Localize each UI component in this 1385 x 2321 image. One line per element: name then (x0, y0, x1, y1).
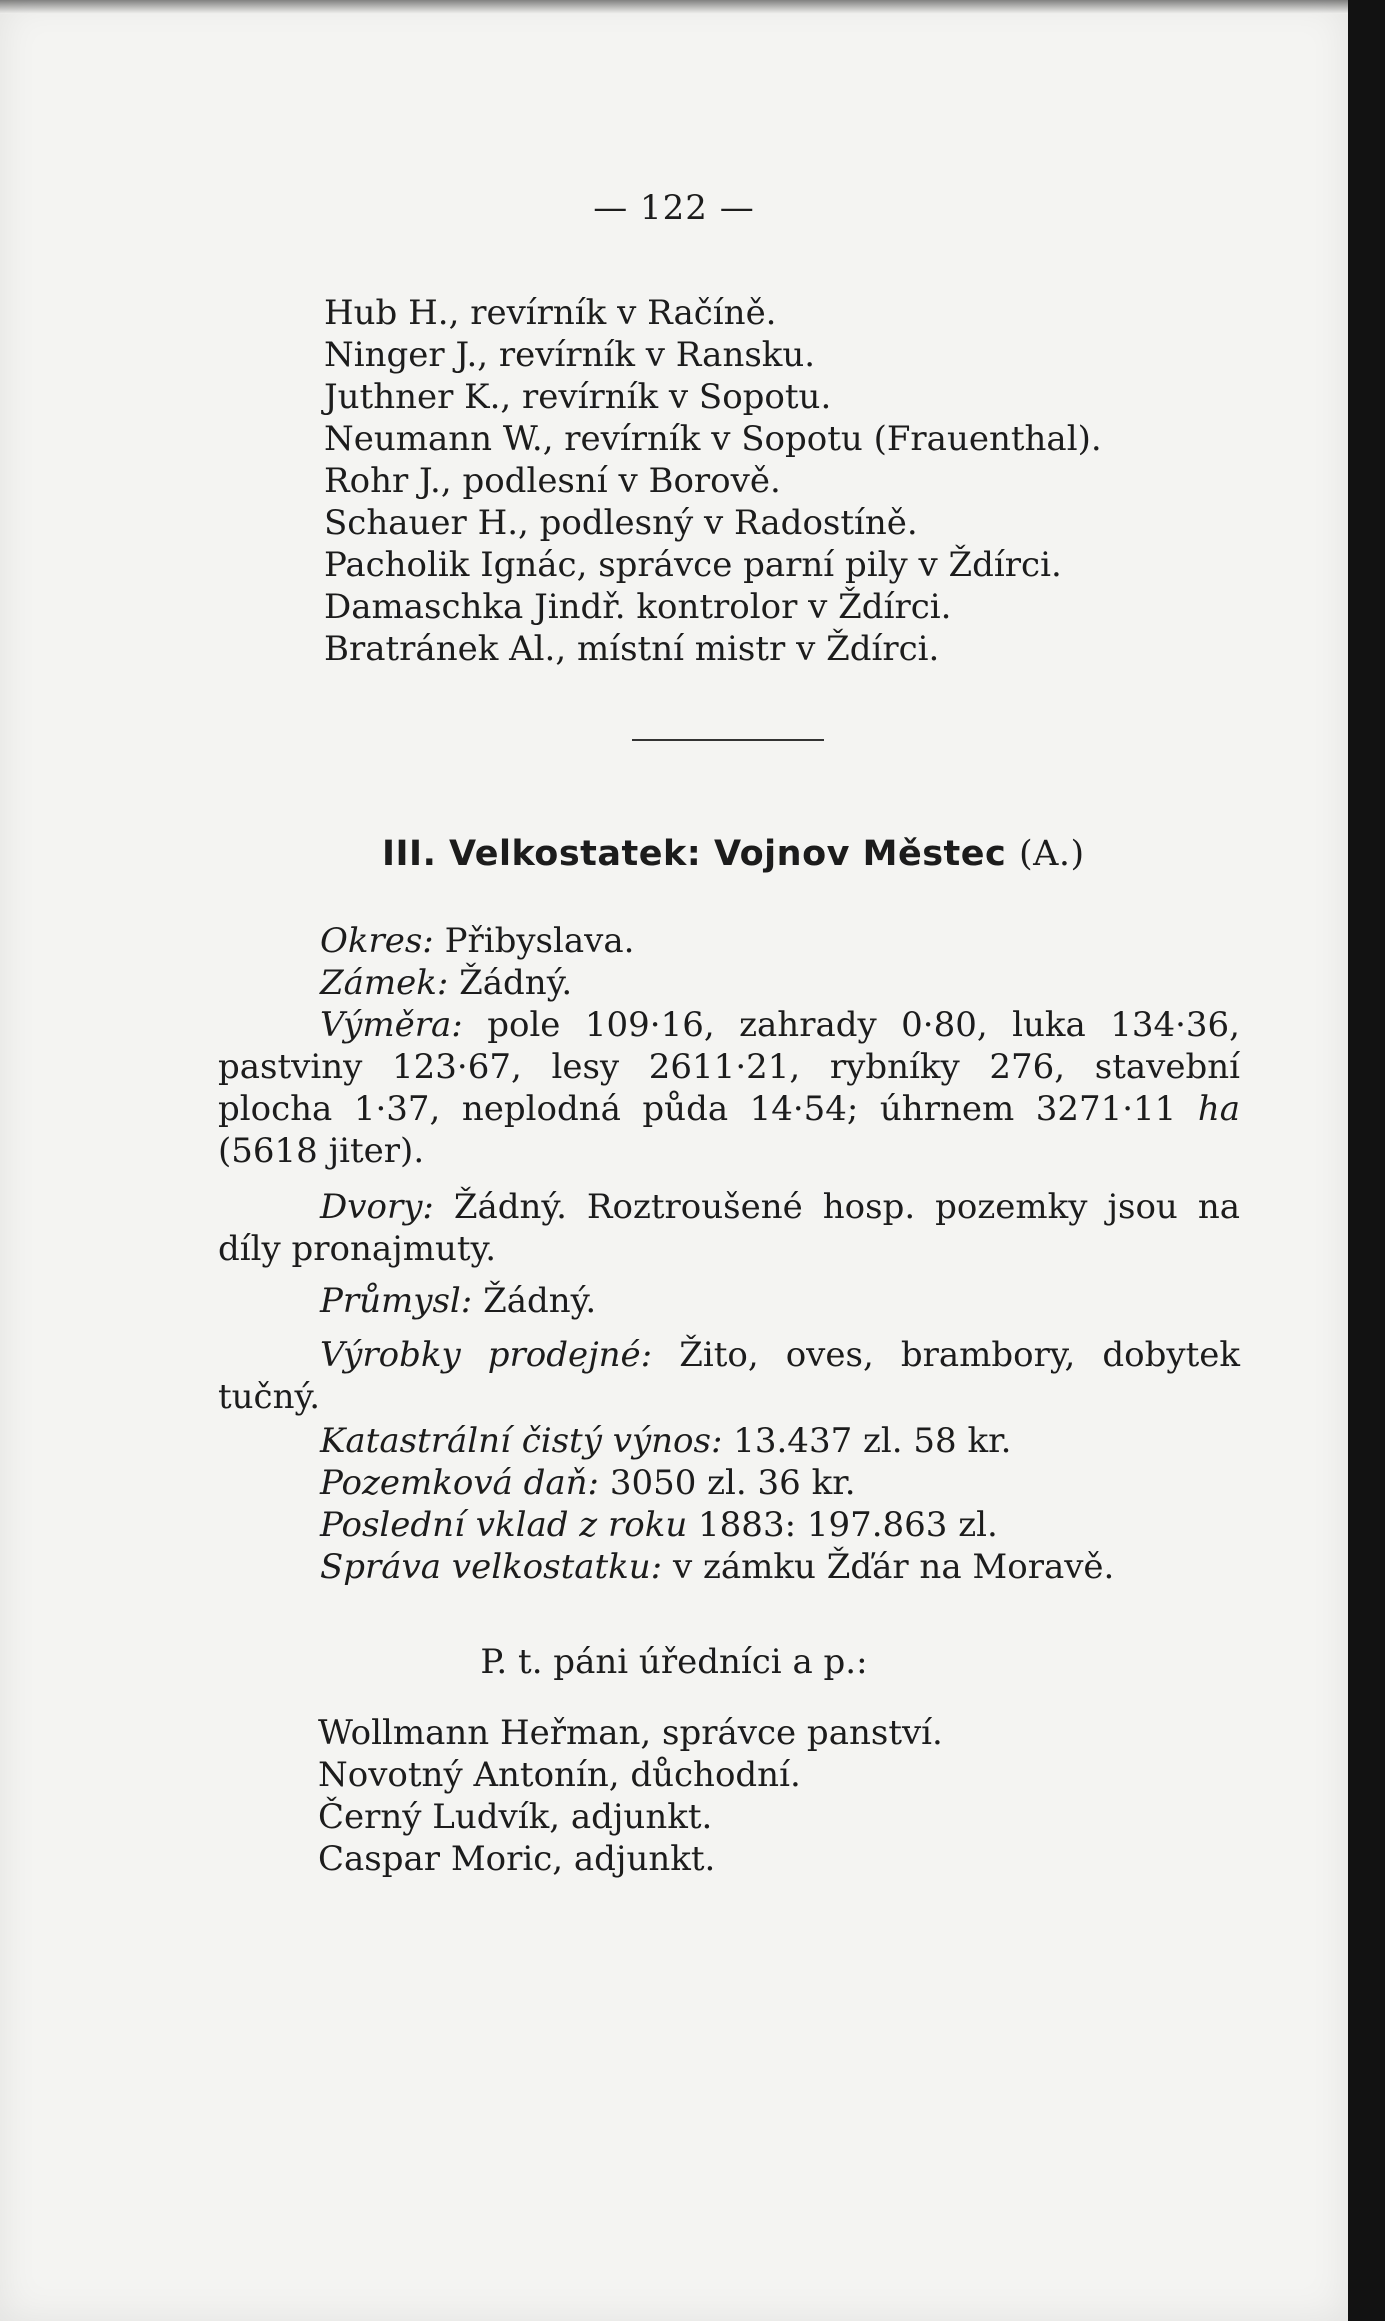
okres-entry (320, 920, 1342, 962)
vymera-unit: ha (1197, 1089, 1240, 1129)
staff-line: Ninger J., revírník v Ransku. (324, 335, 816, 375)
officials-list (318, 1713, 943, 1881)
official-line: Wollmann Heřman, správce panství. (318, 1713, 943, 1753)
official-line: Černý Ludvík, adjunkt. (318, 1797, 713, 1837)
staff-line: Damaschka Jindř. kontrolor v Ždírci. (324, 587, 952, 627)
katastr-label: Katastrální čistý výnos: (320, 1421, 723, 1461)
estate-heading-suffix: (A.) (1018, 834, 1085, 874)
katastr-value: 13.437 zl. 58 kr. (733, 1421, 1012, 1461)
staff-list (324, 293, 1102, 671)
vyrobky-entry (218, 1334, 1240, 1418)
official-line: Caspar Moric, adjunkt. (318, 1839, 716, 1879)
vklad-label: Poslední vklad z roku (320, 1505, 688, 1545)
vymera-tail: (5618 jiter). (218, 1131, 425, 1171)
dvory-value: Žádný. Roztroušené hosp. pozemky jsou na díly pronajmuty. (218, 1187, 1240, 1269)
vklad-entry (320, 1504, 1342, 1546)
staff-line: Pacholik Ignác, správce parní pily v Ždírci. (324, 545, 1062, 585)
section-divider (632, 739, 824, 741)
prumysl-entry (320, 1280, 1342, 1322)
estate-heading-title: III. Velkostatek: Vojnov Městec (382, 834, 1007, 874)
zamek-entry (320, 962, 1342, 1004)
sprava-label: Správa velkostatku: (320, 1547, 663, 1587)
staff-line: Bratránek Al., místní mistr v Ždírci. (324, 629, 940, 669)
vymera-entry (218, 1004, 1240, 1172)
prumysl-value: Žádný. (483, 1281, 597, 1321)
officials-heading: P. t. páni úředníci a p.: (480, 1642, 868, 1682)
estate-heading (382, 834, 1085, 874)
dan-entry (320, 1462, 1342, 1504)
dvory-label: Dvory: (320, 1187, 434, 1227)
okres-label: Okres: (320, 921, 434, 961)
vymera-label: Výměra: (320, 1005, 463, 1045)
official-line: Novotný Antonín, důchodní. (318, 1755, 801, 1795)
staff-line: Hub H., revírník v Račíně. (324, 293, 777, 333)
vyrobky-value: Žito, oves, brambory, dobytek tučný. (218, 1335, 1240, 1417)
sprava-value: v zámku Žďár na Moravě. (672, 1547, 1115, 1587)
scan-dark-edge (1348, 0, 1385, 2321)
vyrobky-label: Výrobky prodejné: (320, 1335, 653, 1375)
zamek-value: Žádný. (459, 963, 573, 1003)
katastr-entry (320, 1420, 1342, 1462)
dvory-entry (218, 1186, 1240, 1270)
staff-line: Neumann W., revírník v Sopotu (Frauenthal). (324, 419, 1102, 459)
prumysl-label: Průmysl: (320, 1281, 473, 1321)
vklad-value: 1883: 197.863 zl. (698, 1505, 998, 1545)
dan-value: 3050 zl. 36 kr. (609, 1463, 856, 1503)
sprava-entry (320, 1546, 1342, 1588)
staff-line: Rohr J., podlesní v Borově. (324, 461, 781, 501)
page-number: — 122 — (593, 188, 755, 228)
staff-line: Schauer H., podlesný v Radostíně. (324, 503, 918, 543)
staff-line: Juthner K., revírník v Sopotu. (324, 377, 832, 417)
vymera-value: pole 109·16, zahrady 0·80, luka 134·36, pastviny 123·67, lesy 2611·21, rybníky 276, stavební plocha 1·37, neplodná půda 14·54; úhrnem 3271·11 (218, 1005, 1240, 1129)
okres-value: Přibyslava. (444, 921, 635, 961)
dan-label: Pozemková daň: (320, 1463, 599, 1503)
page-top-edge (0, 0, 1348, 14)
zamek-label: Zámek: (320, 963, 449, 1003)
